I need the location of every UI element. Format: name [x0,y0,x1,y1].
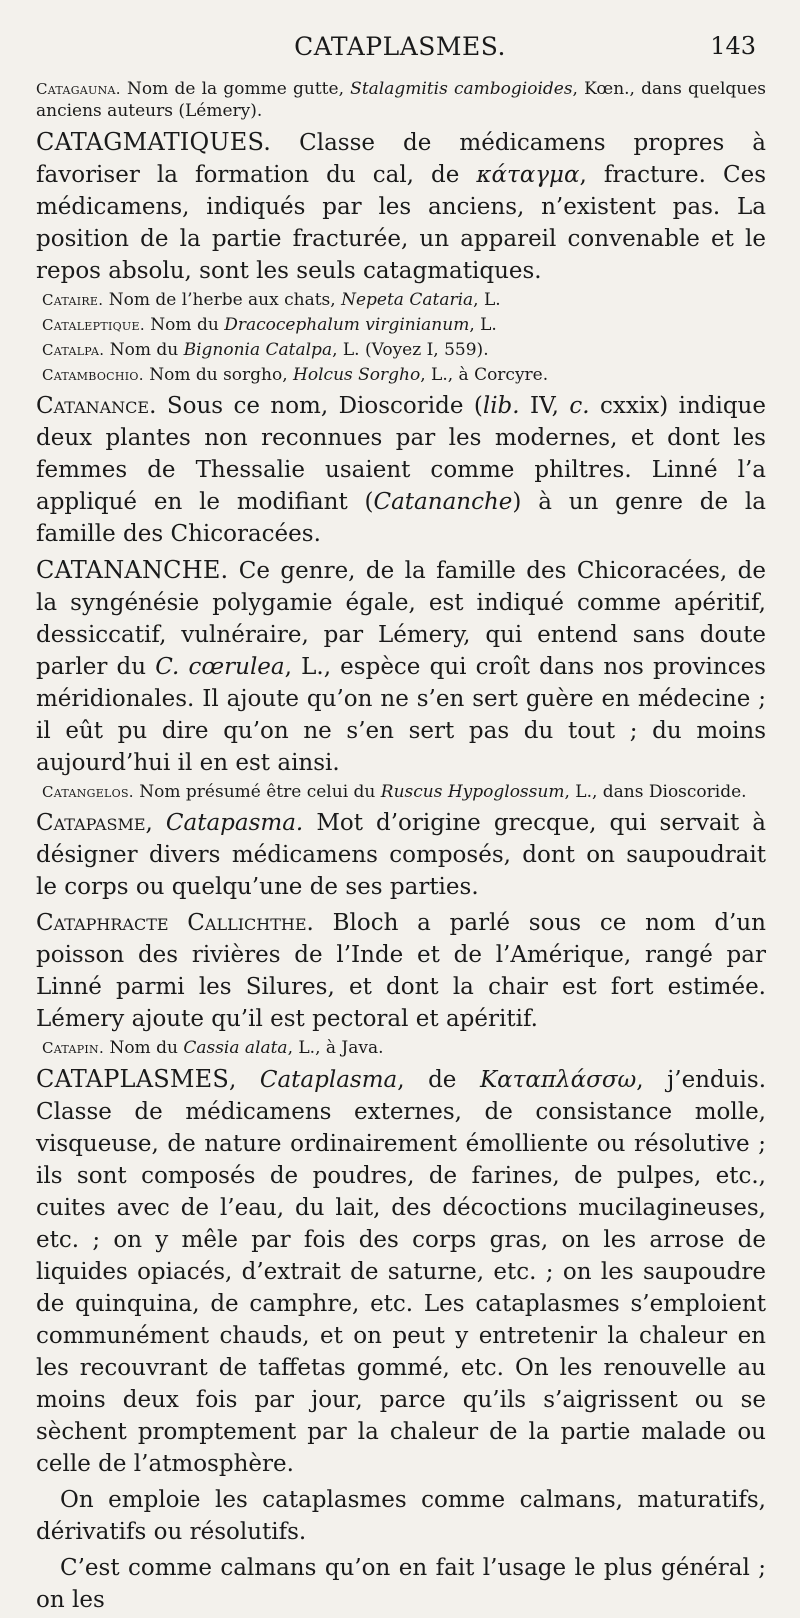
running-title: CATAPLASMES. [294,32,506,61]
entry-text: , j’enduis. Classe de médicamens externes, de consistance molle, visqueuse, de nature ordinairement émolliente ou résolutive ; ils sont composés de poudres, de farines, de pulpes, etc., cuites avec de l’eau, du lait, des décoctions mucilagineuses, etc. ; on y mêle par fois des corps gras, on les arrose de liquides opiacés, d’extrait de saturne, etc. ; on les saupoudre de quinquina, de camphre, etc. Les cataplasmes s’emploient communément chauds, et on peut y entretenir la chaleur en les recouvrant de taffetas gommé, etc. On les renouvelle au moins deux fois par jour, parce qu’ils s’aigrissent ou se sèchent promptement par la chaleur de la partie malade ou celle de l’atmosphère. [36,1067,766,1477]
entry-head: Cataire. [42,291,104,309]
entry-italic: Cataplasma [259,1067,398,1093]
entry-italic: Dracocephalum virginianum [224,315,470,335]
entry-head: Catapin. [42,1039,105,1057]
paragraph: On emploie les cataplasmes comme calmans, maturatifs, dérivatifs ou résolutifs. [36,1487,766,1545]
entry-italic: Nepeta Cataria [341,290,474,310]
entry-greek: κάταγμα [476,162,580,188]
entry-text: Nom de la gomme gutte, [120,79,351,99]
entry-catanance [36,390,766,550]
entry-text: , L., dans Dioscoride. [564,782,747,802]
entry-cataplasmes [36,1063,766,1480]
entry-catagauna [36,78,766,122]
entry-head: Catalpa. [42,341,105,359]
entry-text: Nom du [104,340,184,360]
entry-cataleptique [36,314,766,336]
entry-text: , Kœn., dans quelques anciens auteurs (Lémery). [36,79,766,121]
entry-italic: Cassia alata [183,1038,288,1058]
entry-head: CATAGMATIQUES. [36,128,272,156]
entry-text: cxxix) indique deux plantes non reconnues par les modernes, et dont les femmes de Thessalie usaient comme philtres. Linné l’a appliqué en le modifiant ( [36,393,766,515]
entry-text: , L., à Java. [287,1038,384,1058]
entry-text: , de [397,1067,480,1093]
entry-catambochio [36,364,766,386]
paragraph: C’est comme calmans qu’on en fait l’usage le plus général ; on les [36,1555,766,1613]
entry-italic: Catananche [373,489,513,515]
entry-head: Cataleptique. [42,316,145,334]
entry-text: Nom de l’herbe aux chats, [103,290,342,310]
entry-head: Catapasme [36,810,146,836]
entry-text: Classe de médicamens propres à favoriser la formation du cal, de [36,130,766,188]
entry-italic: c. [569,393,590,419]
entry-italic: Bignonia Catalpa [183,340,333,360]
entry-catagmatiques [36,126,766,287]
entry-cataphracte [36,907,766,1035]
entry-head: CATANANCHE. [36,556,229,584]
entry-text: , [229,1067,260,1093]
entry-text: Nom du [144,315,225,335]
entry-cataire [36,289,766,311]
entry-head: Catambochio. [42,366,144,384]
entry-text: , fracture. Ces médicamens, indiqués par les anciens, n’existent pas. La position de la partie fracturée, un appareil convenable et le repos absolu, sont les seuls catagmatiques. [36,162,766,284]
entry-text: , L. [473,290,501,310]
page-body [36,78,766,1618]
entry-catapasme [36,807,766,903]
entry-head: Cataphracte Callichthe. [36,910,314,936]
entry-text: , L. (Voyez I, 559). [332,340,489,360]
entry-text: Nom présumé être celui du [133,782,381,802]
entry-text: Bloch a parlé sous ce nom d’un poisson des rivières de l’Inde et de l’Amérique, rangé par Linné parmi les Silures, et dont la chair est fort estimée. Lémery ajoute qu’il est pectoral et apéritif. [36,910,766,1032]
entry-head: Catangelos. [42,783,134,801]
entry-text: Sous ce nom, Dioscoride ( [156,393,483,419]
entry-italic: lib. [482,393,520,419]
page-number: 143 [710,32,756,60]
entry-text: ) à un genre de la famille des Chicoracées. [36,489,766,547]
entry-head: CATAPLASMES [36,1065,230,1093]
entry-italic: C. cœrulea [155,654,285,680]
entry-text: Ce genre, de la famille des Chicoracées, de la syngénésie polygamie égale, est indiqué comme apéritif, dessiccatif, vulnéraire, par Lémery, qui entend sans doute parler du [36,558,766,680]
entry-catananche [36,554,766,779]
entry-text: , L. [469,315,497,335]
entry-greek: Καταπλάσσω [479,1067,637,1093]
entry-text: IV, [519,393,570,419]
entry-text: , L., à Corcyre. [420,365,549,385]
entry-text: , L., espèce qui croît dans nos provinces méridionales. Il ajoute qu’on ne s’en sert guère en médecine ; il eût pu dire qu’on ne s’en sert pas du tout ; du moins aujourd’hui il en est ainsi. [36,654,766,776]
entry-catapin [36,1037,766,1059]
entry-italic: Holcus Sorgho [293,365,421,385]
entry-text: Mot d’origine grecque, qui servait à désigner divers médicamens composés, dont on saupoudrait le corps ou quelqu’une de ses parties. [36,810,767,900]
entry-italic: Stalagmitis cambogioides [350,79,573,99]
entry-head: Catagauna. [36,80,121,98]
entry-text: Nom du [104,1038,184,1058]
entry-text: Nom du sorgho, [143,365,294,385]
entry-text: , [145,810,166,836]
entry-catangelos [36,781,766,803]
entry-italic: Ruscus Hypoglossum [380,782,565,802]
entry-head: Catanance. [36,393,157,419]
entry-catalpa [36,339,766,361]
entry-italic: Catapasma. [165,810,304,836]
page-header [0,32,800,68]
